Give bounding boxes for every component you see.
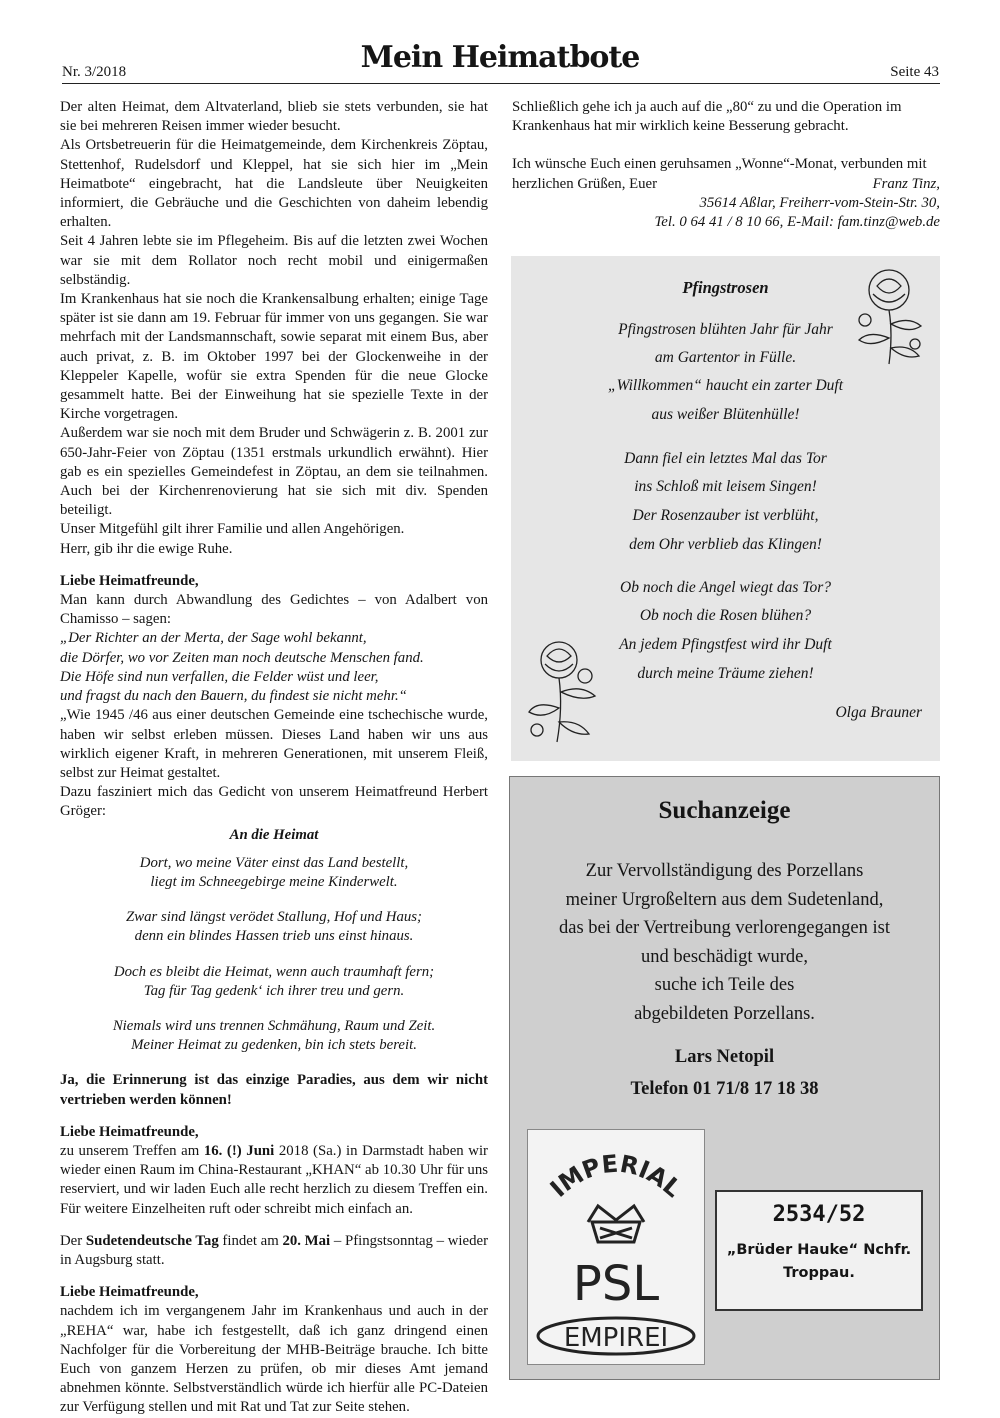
quote-line: die Dörfer, wo vor Zeiten man noch deutsche Menschen fand. <box>60 649 424 666</box>
poem-line: am Gartentor in Fülle. <box>654 349 797 366</box>
search-ad <box>509 776 940 1380</box>
paragraph: Ich wünsche Euch einen geruhsamen „Wonne“-Monat, verbunden mit herzlichen Grüßen, Euer <box>512 156 927 192</box>
section-greeting: Liebe Heimatfreunde, <box>60 1123 199 1140</box>
rose-icon <box>523 636 605 746</box>
poem-line: dem Ohr verblieb das Klingen! <box>629 536 822 553</box>
poem-line: Ob noch die Rosen blühen? <box>639 607 812 624</box>
ad-contact-name: Lars Netopil <box>674 1047 775 1067</box>
author-address: 35614 Aßlar, Freiherr-vom-Stein-Str. 30, <box>699 195 940 212</box>
mark-number: 2534/52 <box>772 1202 866 1227</box>
ad-title: Suchanzeige <box>658 797 791 824</box>
left-column <box>60 98 488 1418</box>
porcelain-mark-imperial <box>527 1129 705 1365</box>
crown-mark-icon <box>528 1130 704 1364</box>
paragraph: Dazu fasziniert mich das Gedicht von unserem Heimatfreund Herbert Gröger: <box>60 784 488 820</box>
poem-line: durch meine Träume ziehen! <box>637 665 814 682</box>
event-paragraph: Der Sudetendeutsche Tag findet am 20. Mai – Pfingstsonntag – wieder in Augsburg statt. <box>60 1232 489 1268</box>
page-number: Seite 43 <box>890 64 939 80</box>
quote-line: und fragst du nach den Bauern, du findest sie nicht mehr.“ <box>60 688 407 705</box>
author-signature: Franz Tinz, <box>872 175 940 192</box>
poem-stanza: Zwar sind längst verödet Stallung, Hof und Haus; denn ein blindes Hassen trieb uns einst hinaus. <box>126 909 422 945</box>
poem-line: An jedem Pfingstfest wird ihr Duft <box>619 636 832 653</box>
paragraph: „Wie 1945 /46 aus einer deutschen Gemeinde eine tschechische wurde, haben wir selbst erleben müssen. Dieses Land haben wir uns aus wirklich eigener Kraft, in mehreren Generationen, mit unserem Fleiß, selbst zur Heimat gestaltet. <box>60 707 488 781</box>
poem-title: An die Heimat <box>229 826 319 843</box>
masthead-logo: Mein Heimatbote <box>360 40 640 75</box>
porcelain-mark-hauke <box>715 1190 923 1311</box>
poem-stanza: Dort, wo meine Väter einst das Land bestellt, liegt im Schneegebirge meine Kinderwelt. <box>139 854 409 890</box>
poem-stanza: Niemals wird uns trennen Schmähung, Raum und Zeit. Meiner Heimat zu gedenken, bin ich stets bereit. <box>112 1017 436 1054</box>
issue-number: Nr. 3/2018 <box>62 64 127 80</box>
quote-line: Die Höfe sind nun verfallen, die Felder wüst und leer, <box>60 668 379 685</box>
paragraph: Unser Mitgefühl gilt ihrer Familie und allen Angehörigen. <box>60 521 405 538</box>
paragraph: Außerdem war sie noch mit dem Bruder und Schwägerin z. B. 2001 zur 650-Jahr-Feier von Zöptau (1351 erstmals urkundlich erwähnt). Hier gab es ein spezielles Gemeindefest in Zöptau, an dem sie teilnahmen. Auch bei der Kirchenrenovierung hat sie sich mit div. Spenden beteiligt. <box>60 425 488 519</box>
poem-line: Ob noch die Angel wiegt das Tor? <box>620 579 831 596</box>
poem-author: Olga Brauner <box>835 704 922 721</box>
poem-line: Der Rosenzauber ist verblüht, <box>632 507 819 524</box>
quote-line: „Der Richter an der Merta, der Sage wohl bekannt, <box>60 630 367 647</box>
section-greeting: Liebe Heimatfreunde, <box>60 572 199 589</box>
poem-box <box>511 256 940 761</box>
poem-line: Dann fiel ein letztes Mal das Tor <box>624 450 827 467</box>
paragraph: Im Krankenhaus hat sie noch die Krankensalbung erhalten; einige Tage später ist sie dann am 19. Februar für immer von uns gegangen. Sie war mehrfach mit der Landsmannschaft, sowie separat mit einem Bus, aber auch privat, z. B. im Oktober 1997 bei der Glockenweihe in der Kleppeler Kapelle, wofür sie extra Spenden für die neue Glocke gesammelt hatte. Bei der Einweihung hat sie spezielle Texte in der Kirche vorgetragen. <box>60 291 488 423</box>
paragraph: Schließlich gehe ich ja auch auf die „80“ zu und die Operation im Krankenhaus hat mir wirklich keine Besserung gebracht. <box>512 99 902 135</box>
paragraph: nachdem ich im vergangenem Jahr im Krankenhaus und auch in der „REHA“ war, habe ich festgestellt, daß ich ganz dringend einen Nachfolger für die Vorbereitung der MHB-Beiträge brauche. Ich bitte Euch von ganzem Herzen zu prüfen, ob mir dieses Amt jemand abnehmen könnte. Selbstverständlich würde ich hierfür alle PC-Dateien zur Verfügung stellen und mit Rat und Tat zur Seite stehen. <box>60 1303 488 1416</box>
poem-stanza: Doch es bleibt die Heimat, wenn auch traumhaft fern; Tag für Tag gedenk‘ ich ihrer treu und gern. <box>113 963 435 999</box>
ad-body: Zur Vervollständigung des Porzellans meiner Urgroßeltern aus dem Sudetenland, das bei der Vertreibung verlorengegangen ist und beschädigt wurde, suche ich Teile des abgebildeten Porzellans. <box>558 861 890 1024</box>
ad-contact-phone: Telefon 01 71/8 17 18 38 <box>630 1079 819 1099</box>
meeting-paragraph: zu unserem Treffen am 16. (!) Juni 2018 (Sa.) in Darmstadt haben wir wieder einen Raum im China-Restaurant „KHAN“ ab 10.30 Uhr für uns reserviert, und wir laden Euch alle recht herzlich zu diesem Treffen ein. Für weitere Einzelheiten ruft oder schreibt mich einfach an. <box>60 1142 488 1217</box>
paragraph: Der alten Heimat, dem Altvaterland, blieb sie stets verbunden, sie hat sie bei mehreren Reisen immer wieder besucht. <box>60 99 488 135</box>
svg-text:PSL: PSL <box>572 1256 660 1312</box>
section-greeting: Liebe Heimatfreunde, <box>60 1284 199 1301</box>
right-column-text <box>512 98 940 232</box>
mark-maker: „Brüder Hauke“ Nchfr. <box>726 1242 912 1258</box>
mark-town: Troppau. <box>783 1265 855 1281</box>
poem-title: Pfingstrosen <box>682 278 769 297</box>
poem-line: aus weißer Blütenhülle! <box>651 406 800 423</box>
poem-line: ins Schloß mit leisem Singen! <box>634 478 817 495</box>
paragraph: Seit 4 Jahren lebte sie im Pflegeheim. Bis auf die letzten zwei Wochen war sie mit dem Rollator noch recht mobil und einigermaßen selbständig. <box>60 233 488 288</box>
bold-statement: Ja, die Erinnerung ist das einzige Paradies, aus dem wir nicht vertrieben werden können! <box>60 1072 488 1108</box>
paragraph: Als Ortsbetreuerin für die Heimatgemeinde, dem Kirchenkreis Zöptau, Stettenhof, Rudelsdorf und Kleppel, hat sie sich hier im „Mein Heimatbote“ eingebracht, hat die Landsleute über Neuigkeiten informiert, die Gebräuche und die Geschichten von daheim lebendig erhalten. <box>60 137 488 231</box>
header-rule <box>62 83 940 84</box>
poem-line: Pfingstrosen blühten Jahr für Jahr <box>618 321 833 338</box>
svg-text:EMPIREI: EMPIREI <box>563 1323 669 1353</box>
paragraph: Man kann durch Abwandlung des Gedichtes – von Adalbert von Chamisso – sagen: <box>60 592 488 628</box>
svg-text:IMPERIAL: IMPERIAL <box>544 1149 687 1203</box>
author-contact: Tel. 0 64 41 / 8 10 66, E-Mail: fam.tinz@web.de <box>654 214 940 231</box>
paragraph: Herr, gib ihr die ewige Ruhe. <box>60 540 233 557</box>
poem-line: „Willkommen“ haucht ein zarter Duft <box>607 377 844 394</box>
